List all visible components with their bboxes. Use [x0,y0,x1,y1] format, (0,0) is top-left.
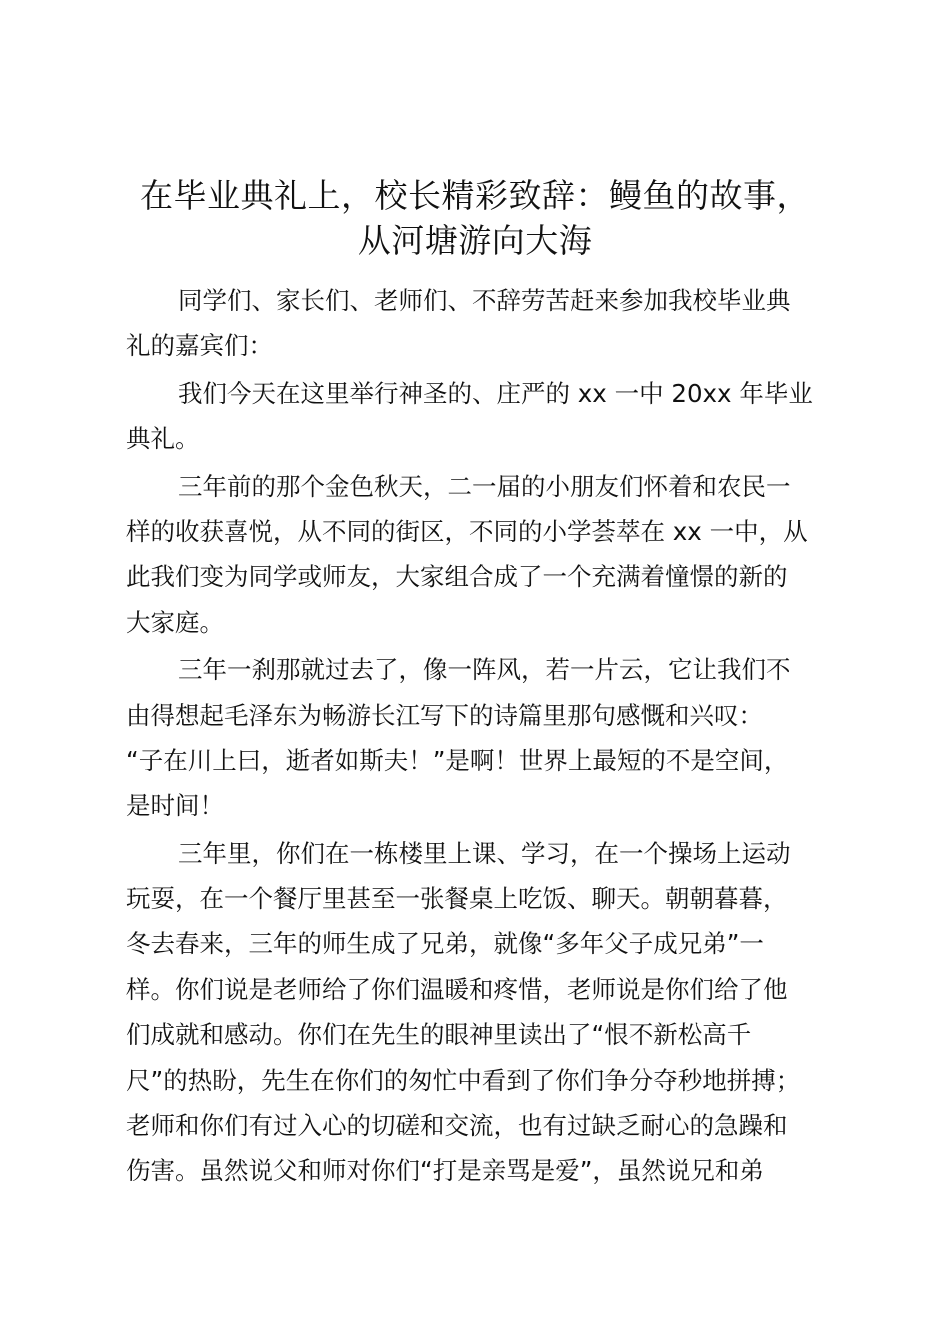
paragraph-ceremony [126,371,838,462]
text-line: 大家庭。 [126,607,224,637]
text-line: 冬去春来，三年的师生成了兄弟，就像“多年父子成兄弟”一 [126,929,764,959]
text-line: 典礼。 [126,424,200,454]
text-line: 礼的嘉宾们： [126,331,273,361]
text-line: 此我们变为同学或师友，大家组合成了一个充满着憧憬的新的 [126,562,788,592]
document-title [100,170,850,261]
paragraph-greeting [126,278,838,369]
text-line: 由得想起毛泽东为畅游长江写下的诗篇里那句感慨和兴叹： [126,700,763,730]
text-line: 样的收获喜悦，从不同的街区，不同的小学荟萃在 xx 一中，从 [126,516,808,546]
title-line: 从河塘游向大海 [357,221,593,261]
document-body [126,278,838,1194]
paragraph-three-years-together [126,831,838,1194]
text-line: 三年一刹那就过去了，像一阵风，若一片云，它让我们不 [178,655,791,685]
text-line: 伤害。虽然说父和师对你们“打是亲骂是爱”，虽然说兄和弟 [126,1156,764,1186]
text-line: 样。你们说是老师给了你们温暖和疼惜，老师说是你们给了他 [126,974,788,1004]
title-line: 在毕业典礼上，校长精彩致辞：鳗鱼的故事， [140,176,810,215]
text-line: 是时间！ [126,791,224,821]
text-line: 三年里，你们在一栋楼里上课、学习，在一个操场上运动 [178,838,791,868]
text-line: 玩耍，在一个餐厅里甚至一张餐桌上吃饭、聊天。朝朝暮暮， [126,884,788,914]
text-line: “子在川上曰，逝者如斯夫！”是啊！世界上最短的不是空间， [126,745,789,775]
text-line: 三年前的那个金色秋天，二一届的小朋友们怀着和农民一 [178,471,791,501]
text-line: 们成就和感动。你们在先生的眼神里读出了“恨不新松高千 [126,1020,752,1050]
text-line: 我们今天在这里举行神圣的、庄严的 xx 一中 20xx 年毕业 [178,378,813,408]
text-line: 尺”的热盼，先生在你们的匆忙中看到了你们争分夺秒地拼搏； [126,1065,801,1095]
paragraph-three-years-ago [126,464,838,646]
paragraph-time-passes [126,647,838,829]
text-line: 同学们、家长们、老师们、不辞劳苦赶来参加我校毕业典 [178,286,791,315]
text-line: 老师和你们有过入心的切磋和交流，也有过缺乏耐心的急躁和 [126,1111,788,1141]
